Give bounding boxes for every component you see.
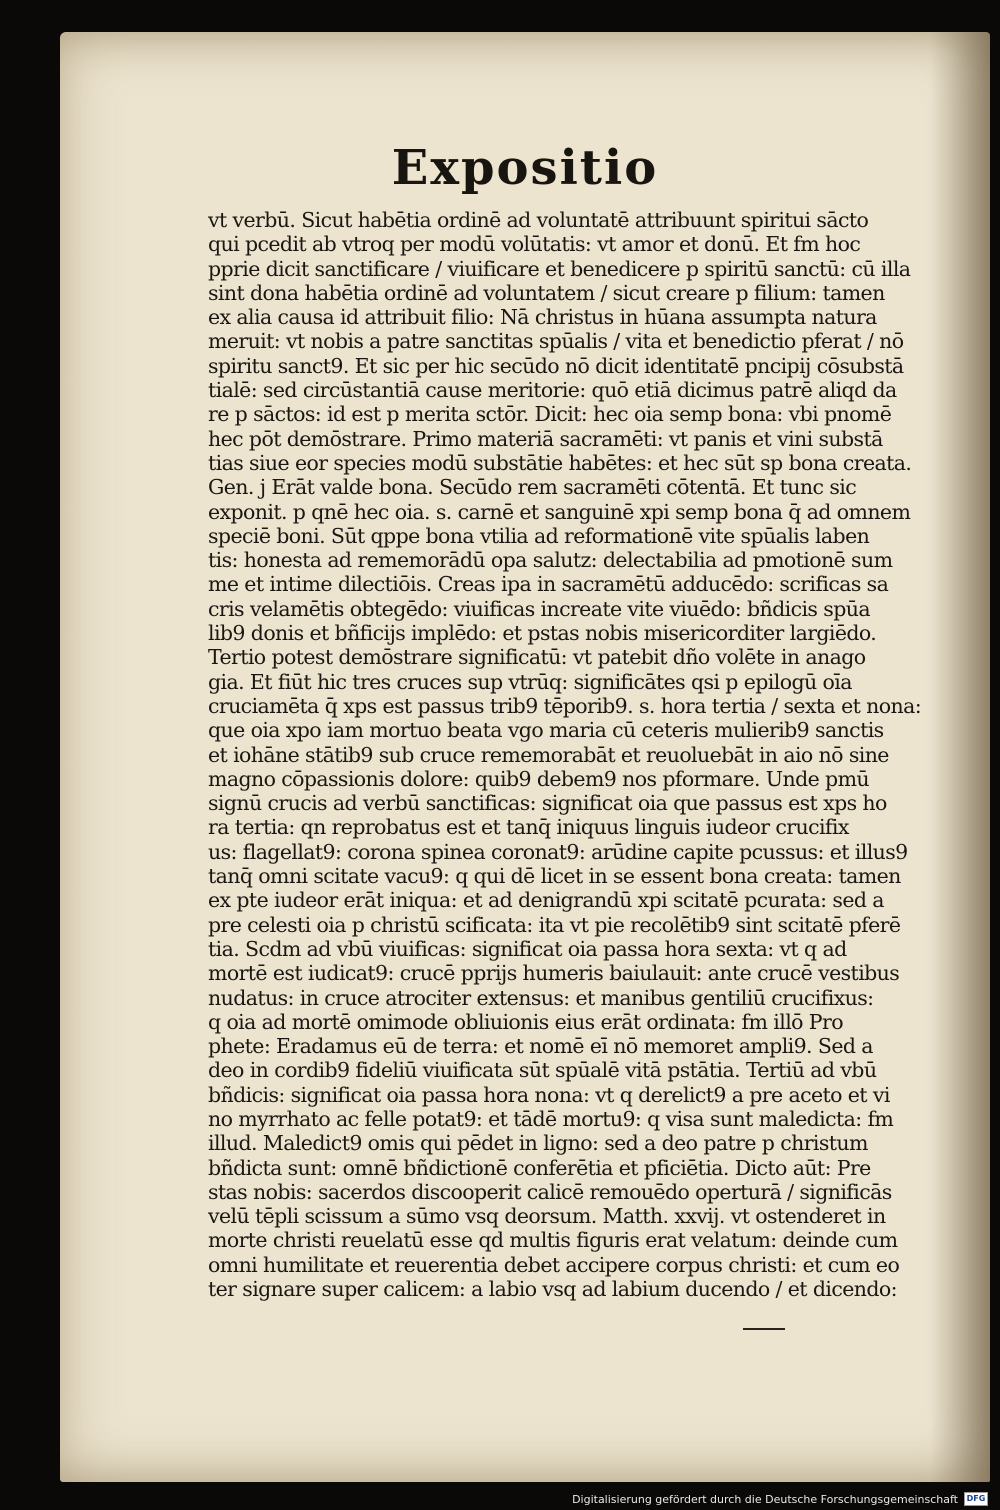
footer (572, 1492, 988, 1506)
dfg-logo-icon: DFG (964, 1492, 988, 1506)
text-line: tis: honesta ad rememorādū opa salutz: delectabilia ad pmotionē sum (208, 548, 893, 573)
text-line: pre celesti oia p christū scificata: ita vt pie recolētib9 sint scitatē pferē (208, 912, 901, 937)
text-line: cris velamētis obtegēdo: viuificas increate vite viuēdo: bñdicis spūa (208, 596, 870, 621)
text-line: deo in cordib9 fideliū viuificata sūt spūalē vitā pstātia. Tertiū ad vbū (208, 1058, 877, 1083)
text-line: gia. Et fiūt hic tres cruces sup vtrūq: significātes qsi p epilogū oīa (208, 669, 852, 694)
text-line: phete: Eradamus eū de terra: et nomē eī nō memoret ampli9. Sed a (208, 1034, 873, 1059)
text-line: ter signare super calicem: a labio vsq ad labium ducendo / et dicendo: (208, 1277, 897, 1302)
text-line: mortē est iudicat9: crucē pprijs humeris baiulauit: ante crucē vestibus (208, 961, 900, 986)
text-line: bñdicis: significat oia passa hora nona: vt q derelict9 a pre aceto et vi (208, 1082, 890, 1107)
text-line: que oia xpo iam mortuo beata vgo maria cū ceteris mulierib9 sanctis (208, 718, 884, 743)
text-line: exponit. p qnē hec oia. s. carnē et sanguinē xpi semp bona q̄ ad omnem (208, 499, 911, 524)
text-line: velū tēpli scissum a sūmo vsq deorsum. Matth. xxvij. vt ostenderet in (208, 1204, 886, 1229)
text-line: q oia ad mortē omimode obliuionis eius erāt ordinata: fm illō Pro (208, 1009, 843, 1034)
text-line: tanq̄ omni scitate vacu9: q qui dē licet in se essent bona creata: tamen (208, 864, 901, 889)
text-line: spiritu sanct9. Et sic per hic secūdo nō dicit identitatē pncipij cōsubstā (208, 353, 904, 378)
text-line: re p sāctos: id est p merita sctōr. Dicit: hec oia semp bona: vbi pnomē (208, 402, 892, 427)
text-line: vt verbū. Sicut habētia ordinē ad voluntatē attribuunt spiritui sācto (208, 208, 869, 232)
text-line: morte christi reuelatū esse qd multis figuris erat velatum: deinde cum (208, 1228, 898, 1253)
text-line: omni humilitate et reuerentia debet accipere corpus christi: et cum eo (208, 1252, 900, 1277)
text-line: Gen. j Erāt valde bona. Secūdo rem sacramēti cōtentā. Et tunc sic (208, 475, 857, 500)
body-text (208, 208, 978, 1301)
text-line: pprie dicit sanctificare / viuificare et benedicere p spiritū sanctū: cū illa (208, 256, 911, 281)
text-line: ra tertia: qn reprobatus est et tanq̄ iniquus linguis iudeor crucifix (208, 815, 849, 840)
text-line: et iohāne stātib9 sub cruce rememorabāt et reuoluebāt in aio nō sine (208, 742, 889, 767)
text-line: meruit: vt nobis a patre sanctitas spūalis / vita et benedictio pferat / nō (208, 329, 904, 354)
text-line: cruciamēta q̄ xps est passus trib9 tēporib9. s. hora tertia / sexta et nona: (208, 693, 922, 718)
page-title: Expositio (391, 140, 659, 196)
text-line: qui pcedit ab vtroq per modū volūtatis: vt amor et donū. Et fm hoc (208, 232, 861, 257)
text-line: signū crucis ad verbū sanctificas: significat oia que passus est xps ho (208, 791, 887, 816)
text-line: illud. Maledict9 omis qui pēdet in ligno: sed a deo patre p christum (208, 1131, 868, 1156)
text-line: me et intime dilectiōis. Creas ipa in sacramētū adducēdo: scrificas sa (208, 572, 889, 597)
text-line: lib9 donis et bñficijs implēdo: et pstas nobis misericorditer largiēdo. (208, 621, 877, 646)
text-line: sint dona habētia ordinē ad voluntatem / sicut creare p filium: tamen (208, 280, 885, 305)
text-line: us: flagellat9: corona spinea coronat9: arūdine capite pcussus: et illus9 (208, 839, 908, 864)
text-line: hec pōt demōstrare. Primo materiā sacramēti: vt panis et vini substā (208, 426, 883, 451)
text-line: ex alia causa id attribuit filio: Nā christus in hūana assumpta natura (208, 305, 877, 330)
text-line: tialē: sed circūstantiā cause meritorie: quō etiā dicimus patrē aliqd da (208, 378, 897, 403)
text-line: tias siue eor species modū substātie habētes: et hec sūt sp bona creata. (208, 450, 912, 475)
end-rule (743, 1328, 785, 1330)
footer-credit: Digitalisierung gefördert durch die Deutsche Forschungsgemeinschaft (572, 1492, 958, 1506)
text-line: stas nobis: sacerdos discooperit calicē remouēdo operturā / significās (208, 1179, 892, 1204)
text-line: no myrrhato ac felle potat9: et tādē mortu9: q visa sunt maledicta: fm (208, 1106, 894, 1131)
text-line: ex pte iudeor erāt iniqua: et ad denigrandū xpi scitatē pcurata: sed a (208, 888, 884, 913)
text-line: speciē boni. Sūt qppe bona vtilia ad reformationē vite spūalis laben (208, 523, 870, 548)
text-line: tia. Scdm ad vbū viuificas: significat oia passa hora sexta: vt q ad (208, 936, 847, 961)
text-line: magno cōpassionis dolore: quib9 debem9 nos pformare. Unde pmū (208, 766, 870, 791)
text-line: nudatus: in cruce atrociter extensus: et manibus gentiliū crucifixus: (208, 985, 874, 1010)
text-line: Tertio potest demōstrare significatū: vt patebit dño volēte in anago (208, 645, 866, 670)
book-page (60, 32, 990, 1482)
text-line: bñdicta sunt: omnē bñdictionē conferētia et pficiētia. Dicto aūt: Pre (208, 1155, 871, 1180)
